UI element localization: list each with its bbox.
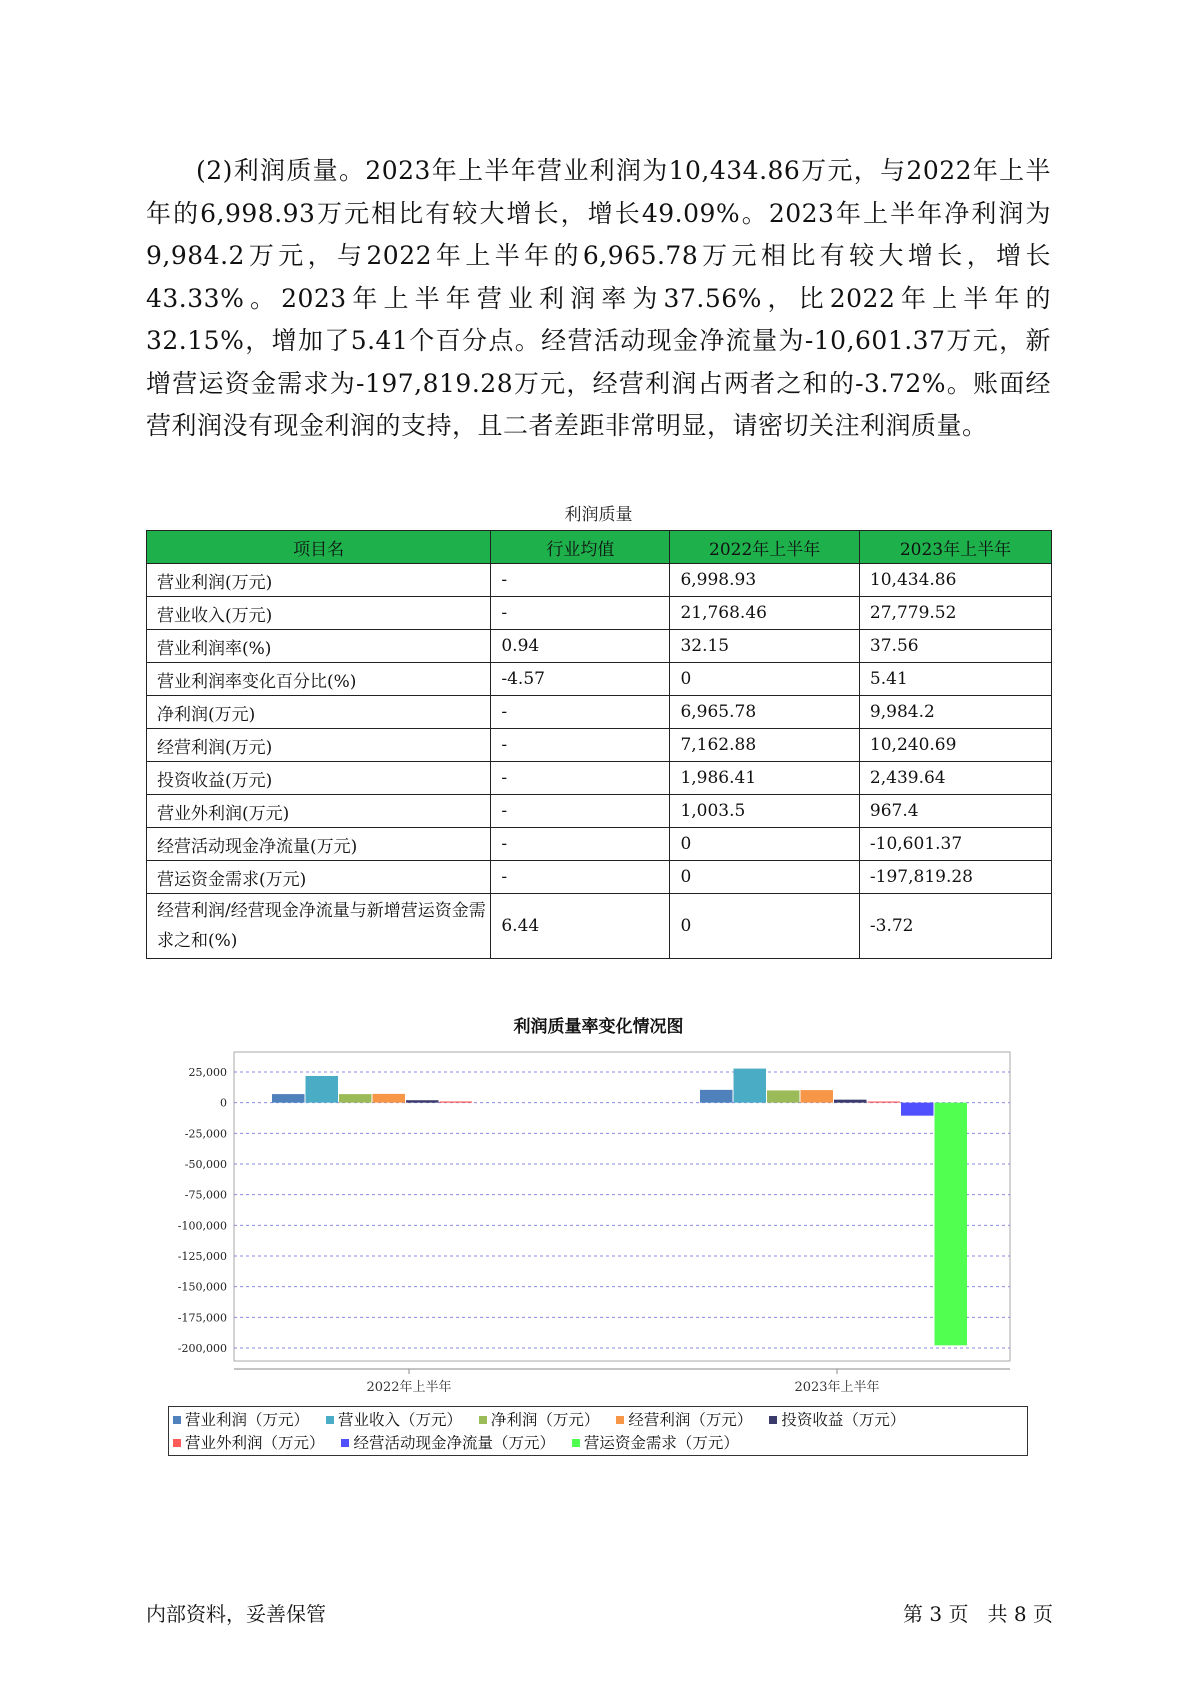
y-tick-label: -125,000: [177, 1250, 227, 1263]
y-tick-label: 25,000: [188, 1066, 227, 1079]
cell-industry-avg: -: [491, 597, 670, 630]
bar: [901, 1103, 934, 1116]
chart-legend: [168, 1406, 1028, 1456]
cell-2023h1: -197,819.28: [859, 861, 1051, 894]
y-tick-label: -200,000: [177, 1342, 227, 1355]
y-tick-label: -100,000: [177, 1219, 227, 1233]
bar: [834, 1100, 867, 1103]
y-axis-ticks: [178, 1066, 227, 1355]
cell-item: 营业利润(万元): [147, 564, 491, 597]
y-tick-label: -50,000: [184, 1158, 227, 1171]
cell-2022h1: 0: [670, 894, 859, 959]
legend-swatch: [572, 1439, 580, 1447]
footer-page-number: 第 3 页 共 8 页: [903, 1602, 1053, 1626]
cell-2022h1: 1,986.41: [670, 762, 859, 795]
cell-2023h1: 9,984.2: [859, 696, 1051, 729]
legend-label: 营业收入（万元）: [337, 1411, 462, 1429]
legend-label: 经营活动现金净流量（万元）: [353, 1434, 555, 1452]
cell-industry-avg: -: [491, 795, 670, 828]
x-axis-labels: [366, 1369, 879, 1395]
profit-quality-paragraph: (2)利润质量。2023年上半年营业利润为10,434.86万元，与2022年上半年的6,998.93万元相比有较大增长，增长49.09%。2023年上半年净利润为9,984.2万元，与2022年上半年的6,965.78万元相比有较大增长，增长43.33%。2023年上半年营业利润率为37.56%，比2022年上半年的32.15%，增加了5.41个百分点。经营活动现金净流量为-10,601.37万元，新增营运资金需求为-197,819.28万元，经营利润占两者之和的-3.72%。账面经营利润没有现金利润的支持，且二者差距非常明显，请密切关注利润质量。: [146, 156, 1051, 440]
bar: [306, 1076, 339, 1103]
y-tick-label: 0: [220, 1096, 227, 1110]
cell-industry-avg: -: [491, 564, 670, 597]
legend-swatch: [173, 1416, 181, 1424]
bar: [373, 1094, 406, 1103]
header-item-name: 项目名: [147, 531, 491, 564]
cell-2023h1: 5.41: [859, 663, 1051, 696]
legend-item: [173, 1409, 309, 1432]
legend-item: [326, 1409, 462, 1432]
x-tick-label: 2022年上半年: [366, 1380, 452, 1395]
cell-2023h1: 2,439.64: [859, 762, 1051, 795]
cell-item: 投资收益(万元): [147, 762, 491, 795]
cell-2022h1: 0: [670, 663, 859, 696]
legend-label: 营业外利润（万元）: [185, 1434, 325, 1452]
cell-item: 营业利润率(%): [147, 630, 491, 663]
cell-2022h1: 6,998.93: [670, 564, 859, 597]
bar: [700, 1090, 733, 1103]
y-tick-label: -25,000: [184, 1127, 227, 1141]
bar: [935, 1103, 968, 1346]
legend-swatch: [479, 1416, 487, 1424]
bar: [734, 1069, 767, 1103]
cell-2022h1: 32.15: [670, 630, 859, 663]
cell-industry-avg: -: [491, 861, 670, 894]
cell-industry-avg: -: [491, 828, 670, 861]
cell-2022h1: 6,965.78: [670, 696, 859, 729]
cell-item: 营业外利润(万元): [147, 795, 491, 828]
cell-2022h1: 7,162.88: [670, 729, 859, 762]
legend-label: 经营利润（万元）: [628, 1411, 753, 1429]
bar: [801, 1090, 834, 1103]
cell-industry-avg: 0.94: [491, 630, 670, 663]
cell-2022h1: 0: [670, 828, 859, 861]
legend-label: 净利润（万元）: [490, 1411, 600, 1429]
legend-item: [572, 1432, 739, 1455]
header-2022h1: 2022年上半年: [670, 531, 859, 564]
header-industry-avg: 行业均值: [491, 531, 670, 564]
cell-industry-avg: -4.57: [491, 663, 670, 696]
y-tick-label: -75,000: [184, 1188, 227, 1202]
cell-industry-avg: -: [491, 729, 670, 762]
legend-label: 营业利润（万元）: [185, 1411, 310, 1429]
bar: [339, 1094, 372, 1103]
chart-title: 利润质量率变化情况图: [513, 1017, 684, 1037]
cell-item: 经营利润/经营现金净流量与新增营运资金需求之和(%): [147, 894, 491, 959]
cell-2022h1: 0: [670, 861, 859, 894]
cell-item: 经营利润(万元): [147, 729, 491, 762]
cell-2023h1: -10,601.37: [859, 828, 1051, 861]
bar: [272, 1094, 305, 1103]
cell-2022h1: 1,003.5: [670, 795, 859, 828]
legend-item: [616, 1409, 752, 1432]
legend-item: [769, 1409, 905, 1432]
legend-label: 营运资金需求（万元）: [583, 1434, 739, 1452]
header-2023h1: 2023年上半年: [859, 531, 1051, 564]
cell-2023h1: 37.56: [859, 630, 1051, 663]
legend-item: [479, 1409, 600, 1432]
legend-swatch: [341, 1439, 349, 1447]
bar: [868, 1101, 901, 1102]
y-tick-label: -150,000: [177, 1280, 227, 1294]
cell-industry-avg: -: [491, 696, 670, 729]
cell-2023h1: 10,434.86: [859, 564, 1051, 597]
cell-item: 经营活动现金净流量(万元): [147, 828, 491, 861]
legend-swatch: [173, 1439, 181, 1447]
cell-2022h1: 21,768.46: [670, 597, 859, 630]
legend-label: 投资收益（万元）: [781, 1411, 906, 1429]
legend-item: [341, 1432, 555, 1455]
cell-item: 净利润(万元): [147, 696, 491, 729]
cell-2023h1: 10,240.69: [859, 729, 1051, 762]
legend-swatch: [616, 1416, 624, 1424]
legend-swatch: [769, 1416, 777, 1424]
bar: [767, 1090, 800, 1102]
cell-industry-avg: 6.44: [491, 894, 670, 959]
x-tick-label: 2023年上半年: [794, 1380, 880, 1395]
cell-2023h1: 27,779.52: [859, 597, 1051, 630]
footer-confidential-note: 内部资料，妥善保管: [146, 1602, 326, 1626]
table-caption: 利润质量: [564, 505, 633, 525]
cell-item: 营业利润率变化百分比(%): [147, 663, 491, 696]
cell-2023h1: -3.72: [859, 894, 1051, 959]
cell-item: 营业收入(万元): [147, 597, 491, 630]
cell-item: 营运资金需求(万元): [147, 861, 491, 894]
bar: [406, 1100, 439, 1102]
legend-item: [173, 1432, 325, 1455]
y-tick-label: -175,000: [177, 1311, 227, 1325]
legend-swatch: [326, 1416, 334, 1424]
cell-2023h1: 967.4: [859, 795, 1051, 828]
cell-industry-avg: -: [491, 762, 670, 795]
bar: [440, 1101, 473, 1102]
